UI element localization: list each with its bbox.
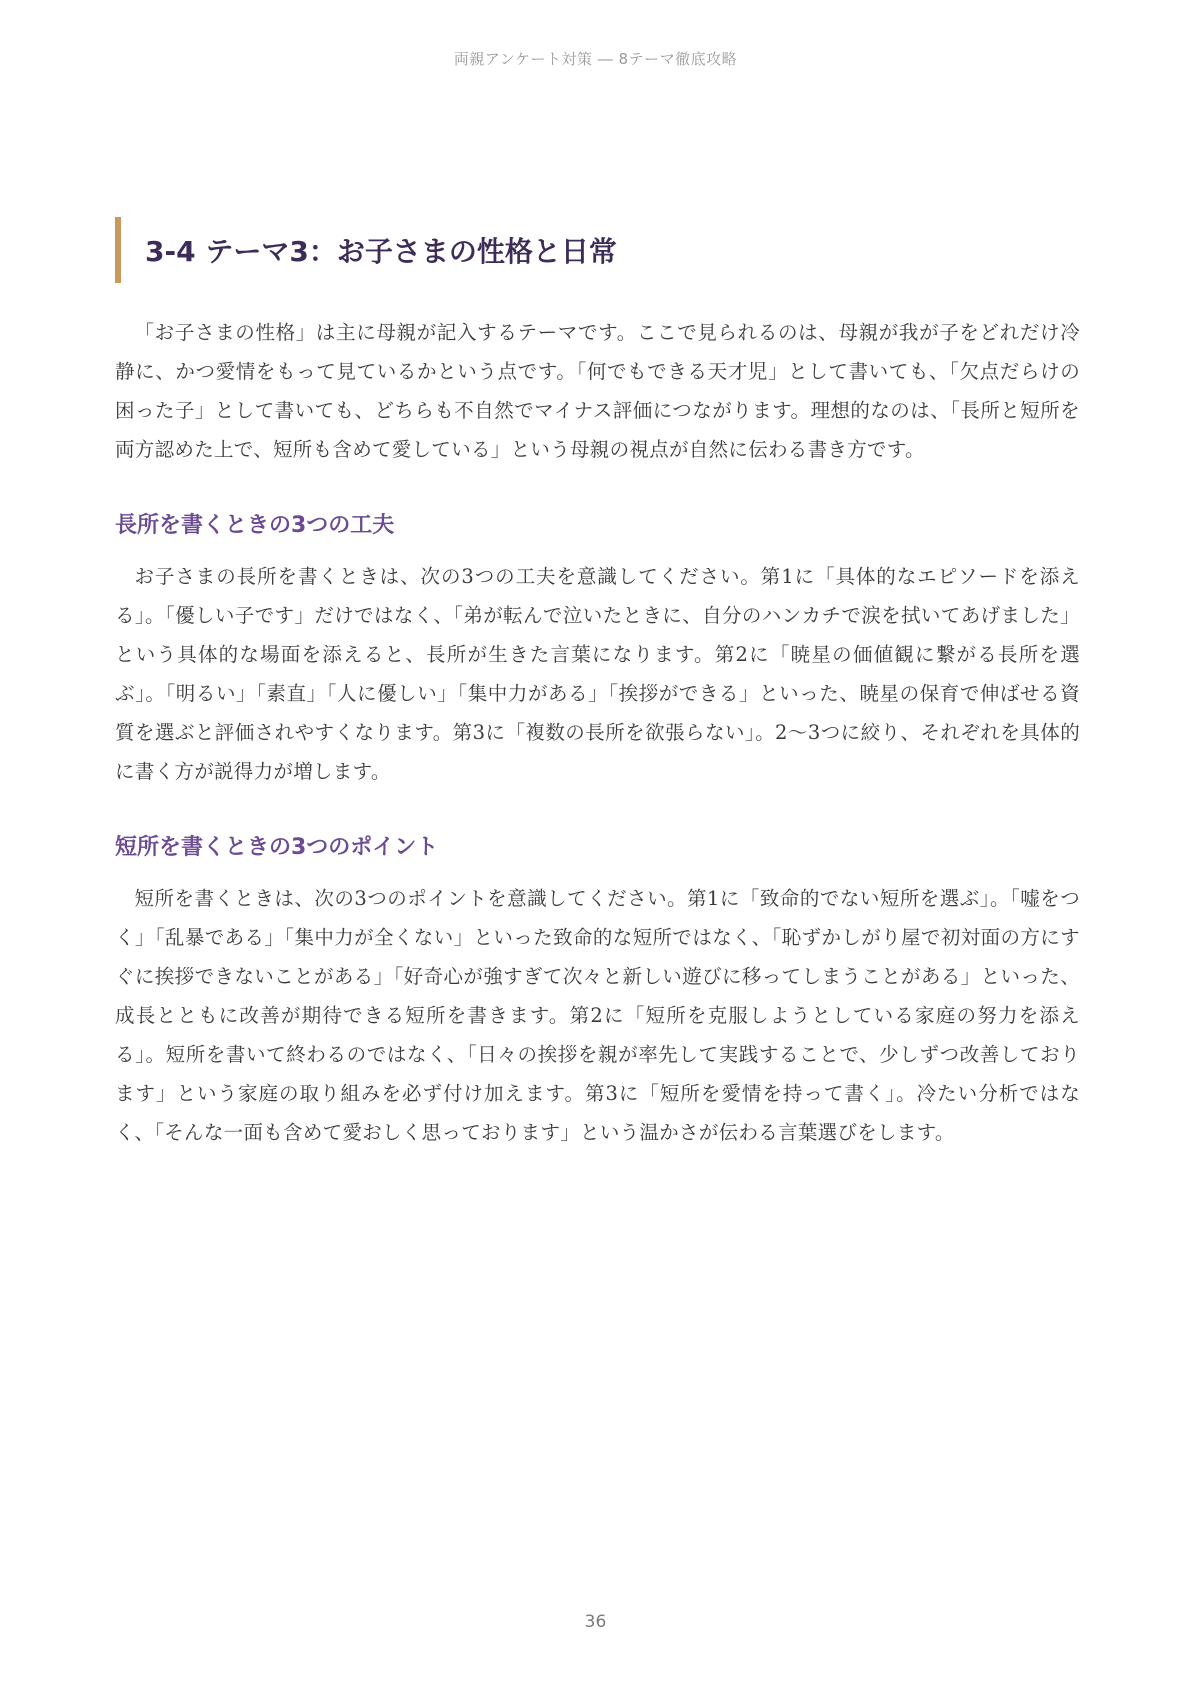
running-header: 両親アンケート対策 ― 8テーマ徹底攻略 — [453, 50, 738, 68]
subsection-title-weaknesses: 短所を書くときの3つのポイント — [115, 834, 439, 860]
section-title: 3-4 テーマ3：お子さまの性格と日常 — [115, 217, 1080, 283]
subsection-title-strengths: 長所を書くときの3つの工夫 — [115, 512, 395, 538]
page-content — [115, 198, 1080, 1152]
intro-paragraph: 「お子さまの性格」は主に母親が記入するテーマです。ここで見られるのは、母親が我が子をどれだけ冷静に、かつ愛情をもって見ているかという点です。「何でもできる天才児」として書いても、「欠点だらけの困った子」として書いても、どちらも不自然でマイナス評価につながります。理想的なのは、「長所と短所を両方認めた上で、短所も含めて愛している」という母親の視点が自然に伝わる書き方です。 — [115, 320, 1080, 461]
subsection-body-strengths: お子さまの長所を書くときは、次の3つの工夫を意識してください。第1に「具体的なエピソードを添える」。「優しい子です」だけではなく、「弟が転んで泣いたときに、自分のハンカチで涙を拭いてあげました」という具体的な場面を添えると、長所が生きた言葉になります。第2に「暁星の価値観に繋がる長所を選ぶ」。「明るい」「素直」「人に優しい」「集中力がある」「挨拶ができる」といった、暁星の保育で伸ばせる資質を選ぶと評価されやすくなります。第3に「複数の長所を欲張らない」。2〜3つに絞り、それぞれを具体的に書く方が説得力が増します。 — [115, 564, 1080, 783]
subsection-body-weaknesses: 短所を書くときは、次の3つのポイントを意識してください。第1に「致命的でない短所を選ぶ」。「嘘をつく」「乱暴である」「集中力が全くない」といった致命的な短所ではなく、「恥ずかしがり屋で初対面の方にすぐに挨拶できないことがある」「好奇心が強すぎて次々と新しい遊びに移ってしまうことがある」といった、成長とともに改善が期待できる短所を書きます。第2に「短所を克服しようとしている家庭の努力を添える」。短所を書いて終わるのではなく、「日々の挨拶を親が率先して実践することで、少しずつ改善しております」という家庭の取り組みを必ず付け加えます。第3に「短所を愛情を持って書く」。冷たい分析ではなく、「そんな一面も含めて愛おしく思っております」という温かさが伝わる言葉選びをします。 — [115, 886, 1080, 1144]
page-number: 36 — [584, 1612, 607, 1632]
